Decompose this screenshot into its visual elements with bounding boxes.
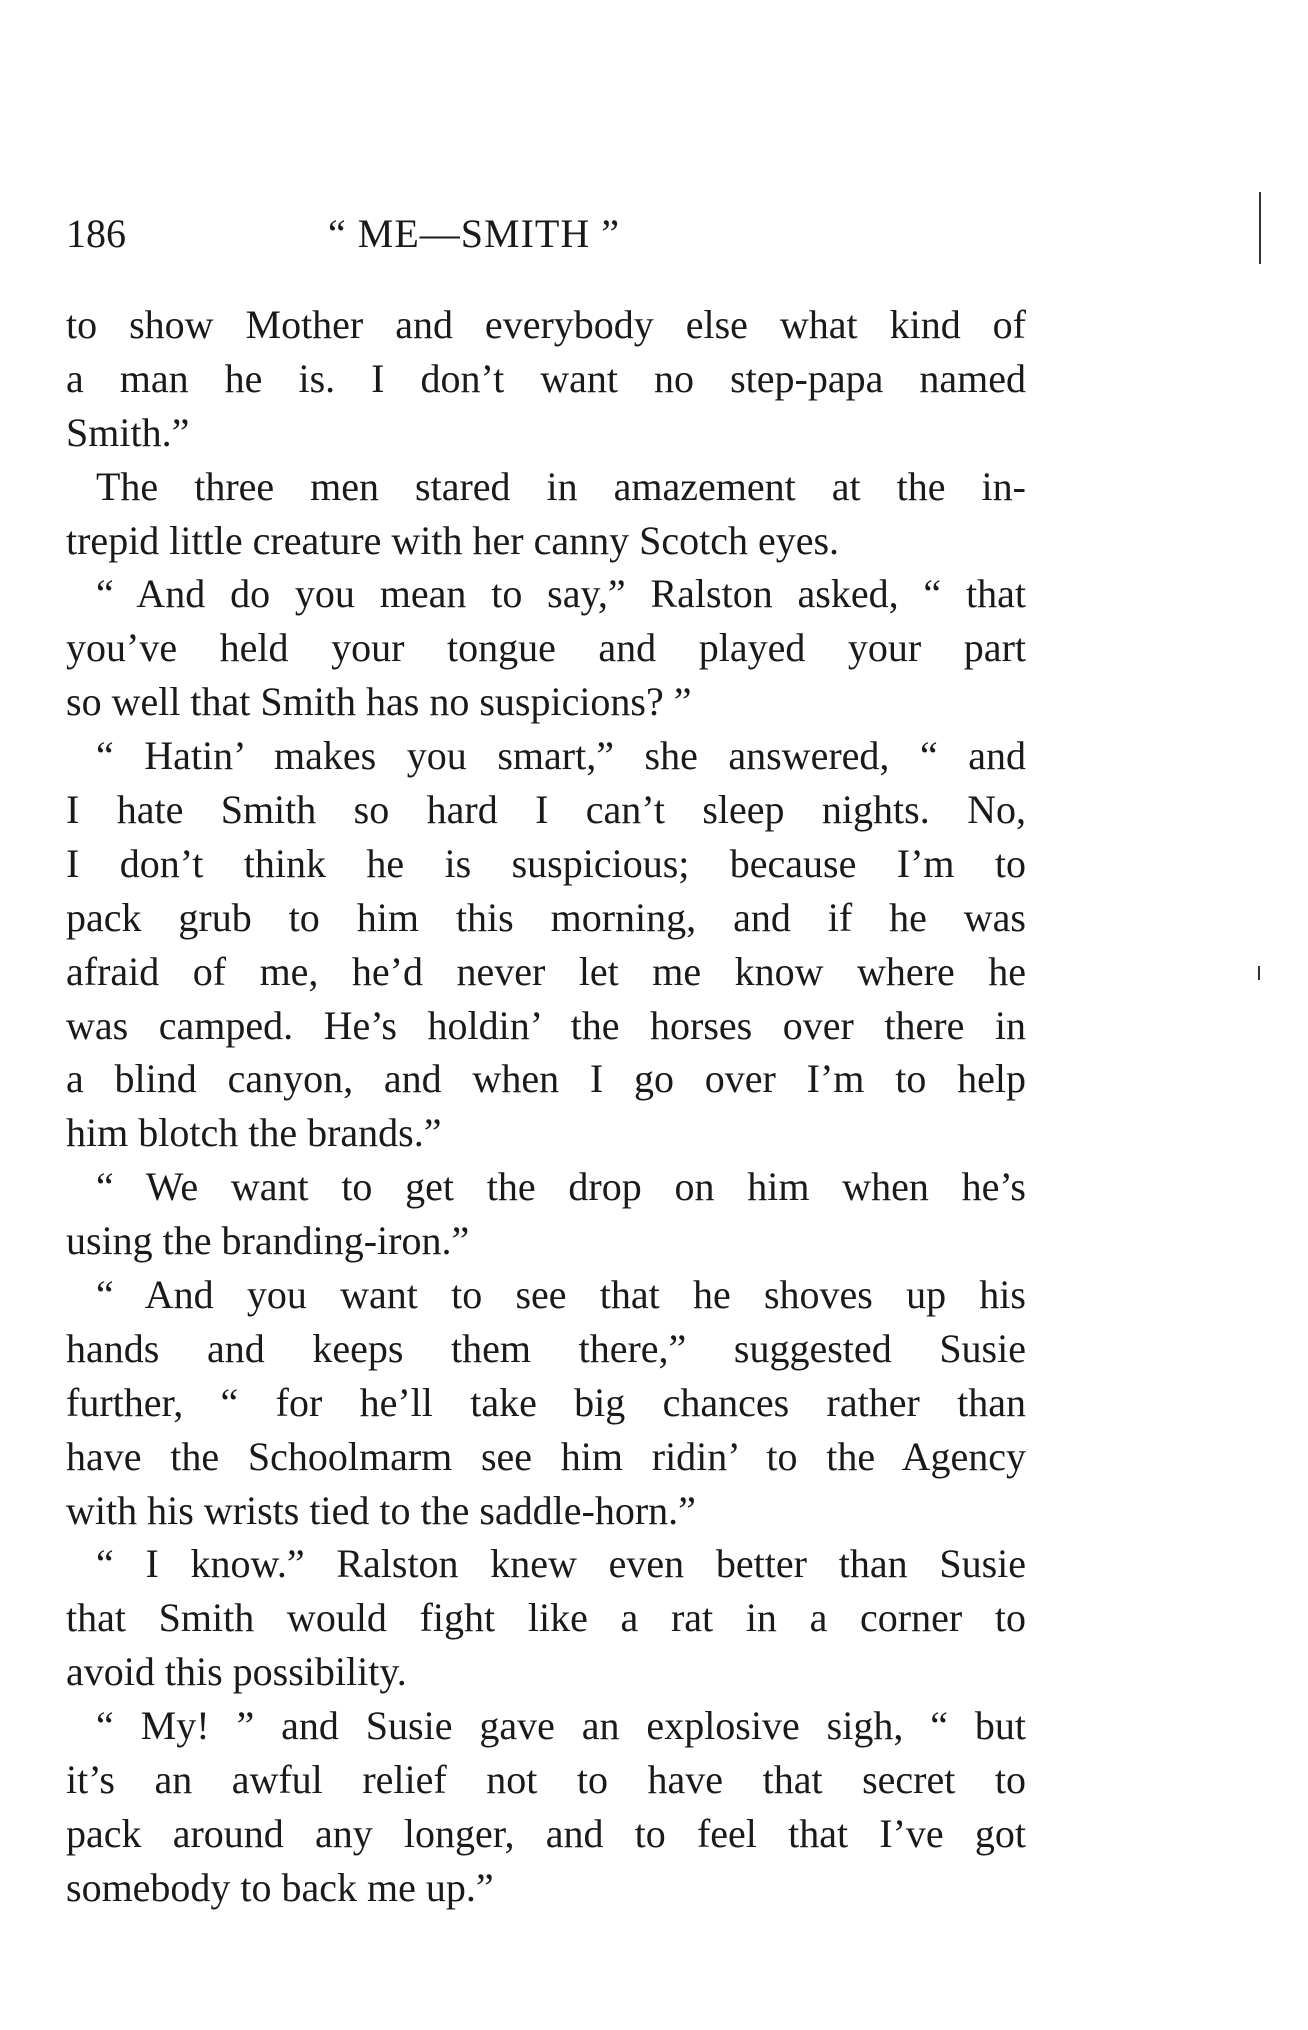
text-line: to show Mother and everybody else what kind of xyxy=(66,302,1026,347)
text-line: further, “ for he’ll take big chances rather than xyxy=(66,1379,1026,1425)
margin-tick xyxy=(1258,966,1260,980)
text-line: pack around any longer, and to feel that I’ve got xyxy=(66,1810,1026,1856)
text-line: a man he is. I don’t want no step-papa named xyxy=(66,355,1026,401)
text-line: afraid of me, he’d never let me know where he xyxy=(66,948,1026,994)
text-line: hands and keeps them there,” suggested Susie xyxy=(66,1325,1026,1371)
text-line: pack grub to him this morning, and if he was xyxy=(66,894,1026,940)
text-line: “ We want to get the drop on him when he’s xyxy=(96,1164,1026,1210)
text-line: was camped. He’s holdin’ the horses over there in xyxy=(66,1002,1026,1048)
page-header xyxy=(66,204,1026,264)
text-line: “ I know.” Ralston knew even better than Susie xyxy=(96,1541,1026,1587)
body-text xyxy=(66,298,1026,1915)
text-line: The three men stared in amazement at the in- xyxy=(96,463,1026,509)
text-line: with his wrists tied to the saddle-horn.” xyxy=(66,1487,696,1533)
text-line: it’s an awful relief not to have that secret to xyxy=(66,1757,1026,1803)
text-line: “ And you want to see that he shoves up his xyxy=(96,1272,1026,1318)
text-line: that Smith would fight like a rat in a corner to xyxy=(66,1595,1026,1641)
text-line: trepid little creature with her canny Scotch eyes. xyxy=(66,517,840,563)
text-line: using the branding-iron.” xyxy=(66,1218,470,1264)
text-line: have the Schoolmarm see him ridin’ to the Agency xyxy=(66,1433,1026,1479)
text-line: “ My! ” and Susie gave an explosive sigh, “ but xyxy=(96,1703,1026,1749)
text-line: avoid this possibility. xyxy=(66,1649,407,1695)
text-line: a blind canyon, and when I go over I’m to help xyxy=(66,1056,1026,1102)
text-line: you’ve held your tongue and played your part xyxy=(66,625,1026,671)
text-line: I hate Smith so hard I can’t sleep nights. No, xyxy=(66,787,1026,833)
page-number: 186 xyxy=(66,211,126,256)
text-line: him blotch the brands.” xyxy=(66,1110,442,1156)
text-line: I don’t think he is suspicious; because I’m to xyxy=(66,840,1026,886)
margin-rule xyxy=(1259,192,1261,264)
text-line: somebody to back me up.” xyxy=(66,1864,494,1910)
text-line: “ And do you mean to say,” Ralston asked, “ that xyxy=(96,571,1026,617)
text-line: Smith.” xyxy=(66,409,190,455)
running-head: “ ME—SMITH ” xyxy=(328,211,620,256)
text-line: so well that Smith has no suspicions? ” xyxy=(66,679,692,725)
text-line: “ Hatin’ makes you smart,” she answered, “ and xyxy=(96,733,1026,779)
